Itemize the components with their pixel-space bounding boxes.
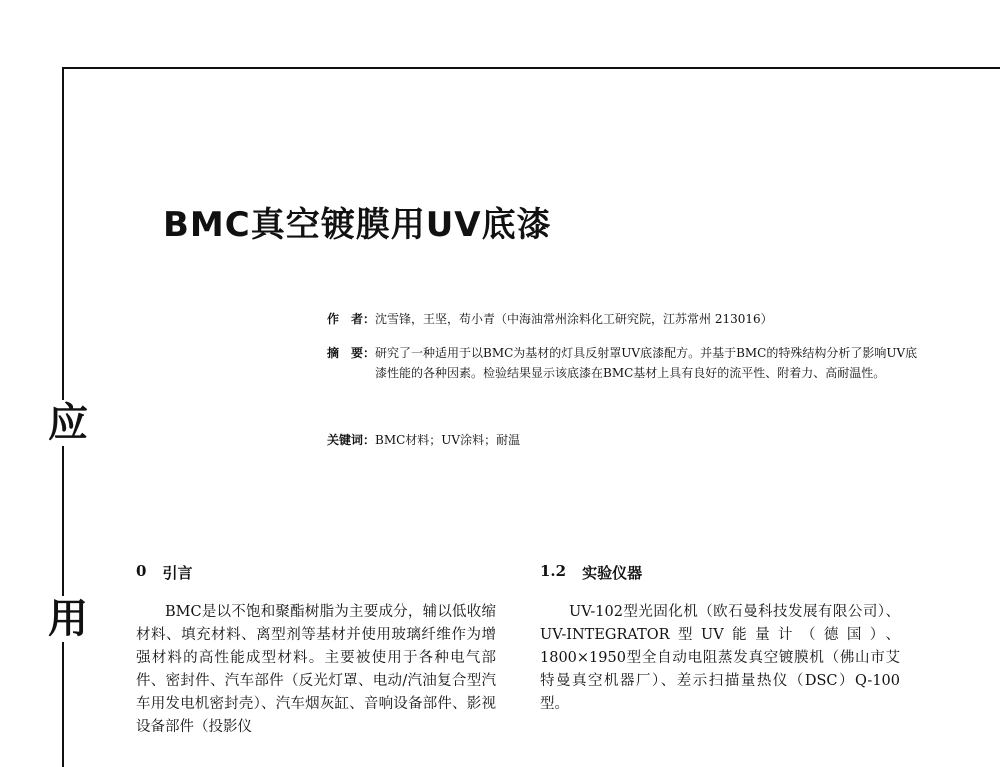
abstract-block (327, 343, 927, 383)
keywords-text: BMC材料；UV涂料；耐温 (375, 433, 521, 447)
column-right (540, 562, 900, 716)
keywords-label: 关键词： (327, 433, 376, 447)
keywords-block (327, 430, 927, 450)
sidebar-section-char: 用 (48, 595, 88, 642)
section-number: 1.2 (540, 562, 567, 580)
abstract-text: 研究了一种适用于以BMC为基材的灯具反射罩UV底漆配方。并基于BMC的特殊结构分析了影响UV底漆性能的各种因素。检验结果显示该底漆在BMC基材上具有良好的流平性、附着力、高耐温性。 (375, 346, 918, 380)
section-title: 引言 (162, 564, 193, 582)
abstract-label: 摘 要： (327, 346, 376, 360)
authors-label: 作 者： (327, 312, 376, 326)
article-title: BMC真空镀膜用UV底漆 (163, 205, 552, 245)
authors-block (327, 309, 927, 329)
column-left (136, 562, 496, 739)
section-body-instruments: UV-102型光固化机（欧石曼科技发展有限公司）、UV-INTEGRATOR型UV能量计（德国）、1800×1950型全自动电阻蒸发真空镀膜机（佛山市艾特曼真空机器厂）、差示扫描量热仪（DSC）Q-100型。 (540, 604, 900, 712)
section-heading-instruments (540, 562, 900, 583)
section-body-introduction: BMC是以不饱和聚酯树脂为主要成分，辅以低收缩材料、填充材料、离型剂等基材并使用玻璃纤维作为增强材料的高性能成型材料。主要被使用于各种电气部件、密封件、汽车部件（反光灯罩、电动/汽油复合型汽车用发电机密封壳）、汽车烟灰缸、音响设备部件、影视设备部件（投影仪 (136, 604, 496, 735)
section-heading-introduction (136, 562, 496, 583)
authors-text: 沈雪锋，王坚，苟小青（中海油常州涂料化工研究院，江苏常州 213016） (375, 312, 773, 326)
section-title: 实验仪器 (582, 564, 643, 582)
page-frame-top-line (62, 67, 1000, 69)
section-number: 0 (136, 562, 147, 580)
sidebar-section-char: 应 (48, 399, 88, 446)
